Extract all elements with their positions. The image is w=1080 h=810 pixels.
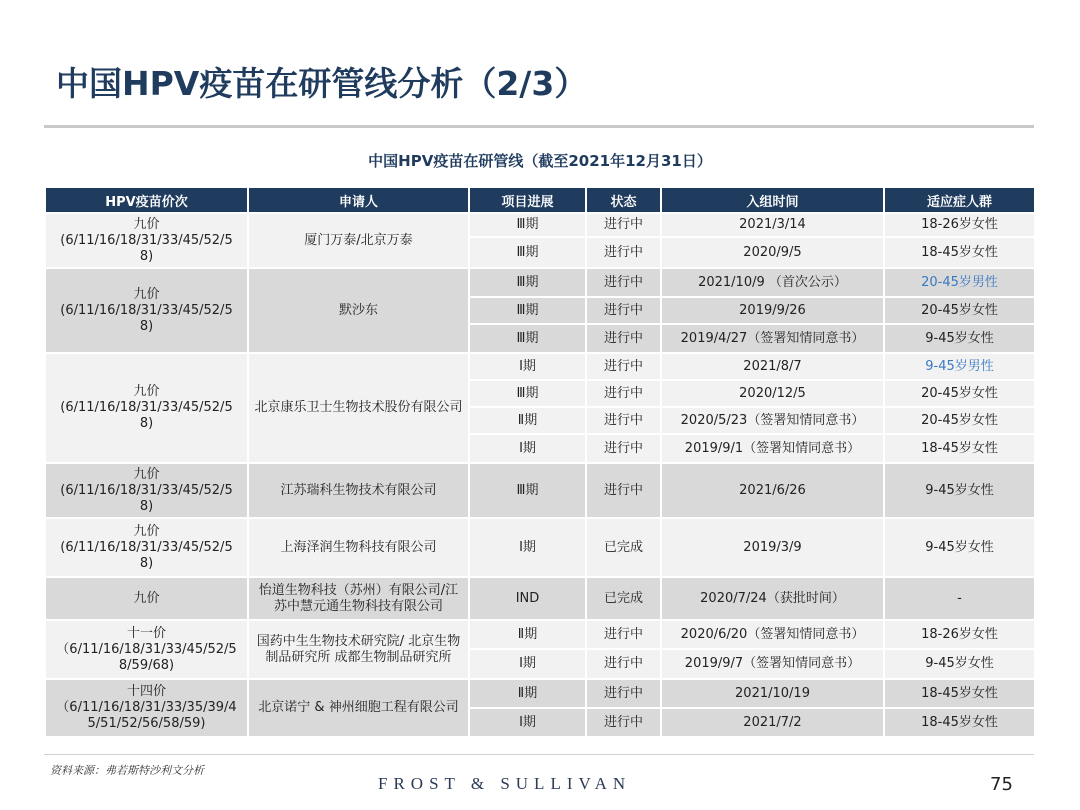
cell-phase: Ⅰ期 — [469, 649, 586, 679]
cell-enroll-time: 2021/10/19 — [661, 679, 884, 708]
cell-applicant: 江苏瑞科生物技术有限公司 — [248, 463, 469, 518]
table-title: 中国HPV疫苗在研管线（截至2021年12月31日） — [368, 152, 712, 170]
table-row — [45, 577, 1035, 620]
cell-status: 进行中 — [586, 353, 661, 380]
cell-valency: 九价 (6/11/16/18/31/33/45/52/5 8) — [45, 268, 248, 353]
cell-enroll-time: 2020/12/5 — [661, 380, 884, 407]
table-row — [45, 213, 1035, 237]
cell-enroll-time: 2020/6/20（签署知情同意书） — [661, 620, 884, 649]
cell-applicant: 国药中生生物技术研究院/ 北京生物制品研究所 成都生物制品研究所 — [248, 620, 469, 679]
cell-status: 进行中 — [586, 324, 661, 353]
cell-enroll-time: 2021/6/26 — [661, 463, 884, 518]
cell-status: 已完成 — [586, 577, 661, 620]
title-divider — [44, 125, 1034, 128]
cell-population: 18-45岁女性 — [884, 708, 1035, 737]
cell-status: 进行中 — [586, 237, 661, 268]
cell-phase: Ⅲ期 — [469, 237, 586, 268]
cell-phase: Ⅲ期 — [469, 380, 586, 407]
cell-status: 进行中 — [586, 649, 661, 679]
cell-phase: Ⅲ期 — [469, 268, 586, 297]
cell-applicant: 怡道生物科技（苏州）有限公司/江苏中慧元通生物科技有限公司 — [248, 577, 469, 620]
cell-valency: 九价 (6/11/16/18/31/33/45/52/5 8) — [45, 463, 248, 518]
cell-applicant: 北京诺宁 & 神州细胞工程有限公司 — [248, 679, 469, 737]
pipeline-table — [44, 186, 1036, 738]
cell-status: 已完成 — [586, 518, 661, 577]
cell-enroll-time: 2021/10/9 （首次公示） — [661, 268, 884, 297]
table-row — [45, 353, 1035, 380]
cell-population: 18-45岁女性 — [884, 679, 1035, 708]
cell-status: 进行中 — [586, 297, 661, 324]
header-enroll-time: 入组时间 — [661, 187, 884, 213]
cell-population: 9-45岁女性 — [884, 649, 1035, 679]
cell-enroll-time: 2019/9/7（签署知情同意书） — [661, 649, 884, 679]
cell-status: 进行中 — [586, 380, 661, 407]
cell-applicant: 默沙东 — [248, 268, 469, 353]
cell-phase: Ⅲ期 — [469, 297, 586, 324]
table-row — [45, 268, 1035, 297]
header-valency: HPV疫苗价次 — [45, 187, 248, 213]
cell-enroll-time: 2019/4/27（签署知情同意书） — [661, 324, 884, 353]
cell-population: 18-45岁女性 — [884, 434, 1035, 463]
cell-population: 20-45岁男性 — [884, 268, 1035, 297]
cell-phase: Ⅱ期 — [469, 407, 586, 434]
cell-population: 9-45岁女性 — [884, 463, 1035, 518]
table-row — [45, 518, 1035, 577]
cell-population: 18-26岁女性 — [884, 620, 1035, 649]
table-header-row — [45, 187, 1035, 213]
cell-applicant: 上海泽润生物科技有限公司 — [248, 518, 469, 577]
cell-population: 18-45岁女性 — [884, 237, 1035, 268]
table-body — [45, 213, 1035, 737]
cell-status: 进行中 — [586, 708, 661, 737]
cell-enroll-time: 2019/3/9 — [661, 518, 884, 577]
cell-valency: 十一价 （6/11/16/18/31/33/45/52/5 8/59/68) — [45, 620, 248, 679]
cell-valency: 九价 (6/11/16/18/31/33/45/52/5 8) — [45, 518, 248, 577]
cell-valency: 十四价 （6/11/16/18/31/33/35/39/4 5/51/52/56/58/59) — [45, 679, 248, 737]
cell-phase: Ⅲ期 — [469, 463, 586, 518]
header-applicant: 申请人 — [248, 187, 469, 213]
cell-status: 进行中 — [586, 213, 661, 237]
cell-valency: 九价 (6/11/16/18/31/33/45/52/5 8) — [45, 213, 248, 268]
cell-enroll-time: 2020/7/24（获批时间） — [661, 577, 884, 620]
cell-population: 20-45岁女性 — [884, 380, 1035, 407]
cell-phase: Ⅱ期 — [469, 620, 586, 649]
cell-enroll-time: 2020/5/23（签署知情同意书） — [661, 407, 884, 434]
header-status: 状态 — [586, 187, 661, 213]
cell-phase: IND — [469, 577, 586, 620]
table-row — [45, 463, 1035, 518]
cell-phase: Ⅲ期 — [469, 324, 586, 353]
frost-sullivan-logo: FROST & SULLIVAN — [378, 774, 632, 793]
cell-enroll-time: 2021/7/2 — [661, 708, 884, 737]
cell-status: 进行中 — [586, 620, 661, 649]
cell-applicant: 北京康乐卫士生物技术股份有限公司 — [248, 353, 469, 463]
cell-phase: Ⅱ期 — [469, 679, 586, 708]
cell-phase: Ⅰ期 — [469, 708, 586, 737]
cell-status: 进行中 — [586, 268, 661, 297]
cell-population: 9-45岁男性 — [884, 353, 1035, 380]
cell-phase: Ⅰ期 — [469, 434, 586, 463]
cell-status: 进行中 — [586, 434, 661, 463]
cell-phase: Ⅰ期 — [469, 353, 586, 380]
cell-enroll-time: 2020/9/5 — [661, 237, 884, 268]
cell-population: 20-45岁女性 — [884, 297, 1035, 324]
page-number: 75 — [990, 774, 1013, 795]
cell-enroll-time: 2021/8/7 — [661, 353, 884, 380]
cell-status: 进行中 — [586, 679, 661, 708]
cell-population: 20-45岁女性 — [884, 407, 1035, 434]
cell-applicant: 厦门万泰/北京万泰 — [248, 213, 469, 268]
cell-status: 进行中 — [586, 407, 661, 434]
source-note: 资料来源：弗若斯特沙利文分析 — [50, 764, 204, 777]
cell-population: 9-45岁女性 — [884, 518, 1035, 577]
cell-population: - — [884, 577, 1035, 620]
table-row — [45, 620, 1035, 649]
footer-divider — [44, 754, 1034, 755]
cell-phase: Ⅲ期 — [469, 213, 586, 237]
table-row — [45, 679, 1035, 708]
cell-valency: 九价 (6/11/16/18/31/33/45/52/5 8) — [45, 353, 248, 463]
cell-population: 18-26岁女性 — [884, 213, 1035, 237]
cell-enroll-time: 2019/9/1（签署知情同意书） — [661, 434, 884, 463]
cell-population: 9-45岁女性 — [884, 324, 1035, 353]
header-population: 适应症人群 — [884, 187, 1035, 213]
cell-enroll-time: 2019/9/26 — [661, 297, 884, 324]
cell-enroll-time: 2021/3/14 — [661, 213, 884, 237]
cell-phase: Ⅰ期 — [469, 518, 586, 577]
cell-valency: 九价 — [45, 577, 248, 620]
header-phase: 项目进展 — [469, 187, 586, 213]
page-title: 中国HPV疫苗在研管线分析（2/3） — [56, 64, 588, 103]
cell-status: 进行中 — [586, 463, 661, 518]
